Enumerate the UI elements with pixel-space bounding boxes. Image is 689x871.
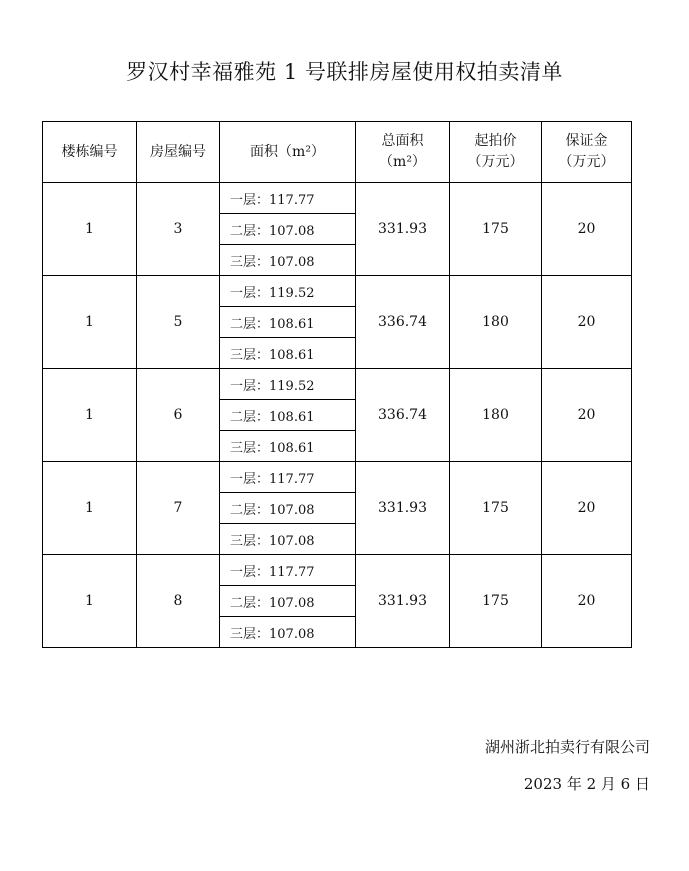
building-cell: 1 [43,369,137,462]
floor-area-cell: 一层：117.77 [220,183,356,214]
auction-company: 湖州浙北拍卖行有限公司 [484,738,650,756]
floor-area-cell: 三层：107.08 [220,524,356,555]
floor-area-cell: 一层：119.52 [220,369,356,400]
floor-area-cell: 三层：108.61 [220,431,356,462]
header-area: 面积（m²） [220,122,356,183]
table-row [43,462,632,493]
house-cell: 5 [137,276,220,369]
table-row [43,183,632,214]
building-cell: 1 [43,276,137,369]
header-building: 楼栋编号 [43,122,137,183]
house-cell: 8 [137,555,220,648]
deposit-cell: 20 [542,555,632,648]
building-cell: 1 [43,183,137,276]
header-total-area: 总面积 （m²） [356,122,450,183]
total-area-cell: 336.74 [356,369,450,462]
start-price-cell: 175 [450,555,542,648]
deposit-cell: 20 [542,276,632,369]
floor-area-cell: 一层：119.52 [220,276,356,307]
building-cell: 1 [43,555,137,648]
floor-area-cell: 三层：107.08 [220,617,356,648]
deposit-cell: 20 [542,183,632,276]
house-cell: 6 [137,369,220,462]
total-area-cell: 331.93 [356,462,450,555]
deposit-cell: 20 [542,462,632,555]
house-cell: 7 [137,462,220,555]
table-row [43,369,632,400]
floor-area-cell: 三层：107.08 [220,245,356,276]
floor-area-cell: 一层：117.77 [220,462,356,493]
header-start-price: 起拍价 （万元） [450,122,542,183]
total-area-cell: 331.93 [356,555,450,648]
start-price-cell: 175 [450,462,542,555]
floor-area-cell: 二层：107.08 [220,214,356,245]
floor-area-cell: 二层：108.61 [220,400,356,431]
document-title: 罗汉村幸福雅苑 1 号联排房屋使用权拍卖清单 [126,60,563,84]
start-price-cell: 175 [450,183,542,276]
total-area-cell: 336.74 [356,276,450,369]
header-house: 房屋编号 [137,122,220,183]
building-cell: 1 [43,462,137,555]
house-cell: 3 [137,183,220,276]
table-header-row [43,122,632,183]
header-deposit: 保证金 （万元） [542,122,632,183]
start-price-cell: 180 [450,276,542,369]
floor-area-cell: 二层：107.08 [220,586,356,617]
auction-list-table [42,121,632,648]
start-price-cell: 180 [450,369,542,462]
table-row [43,276,632,307]
floor-area-cell: 一层：117.77 [220,555,356,586]
deposit-cell: 20 [542,369,632,462]
table-row [43,555,632,586]
floor-area-cell: 二层：107.08 [220,493,356,524]
document-date: 2023 年 2 月 6 日 [523,775,650,793]
total-area-cell: 331.93 [356,183,450,276]
floor-area-cell: 二层：108.61 [220,307,356,338]
floor-area-cell: 三层：108.61 [220,338,356,369]
